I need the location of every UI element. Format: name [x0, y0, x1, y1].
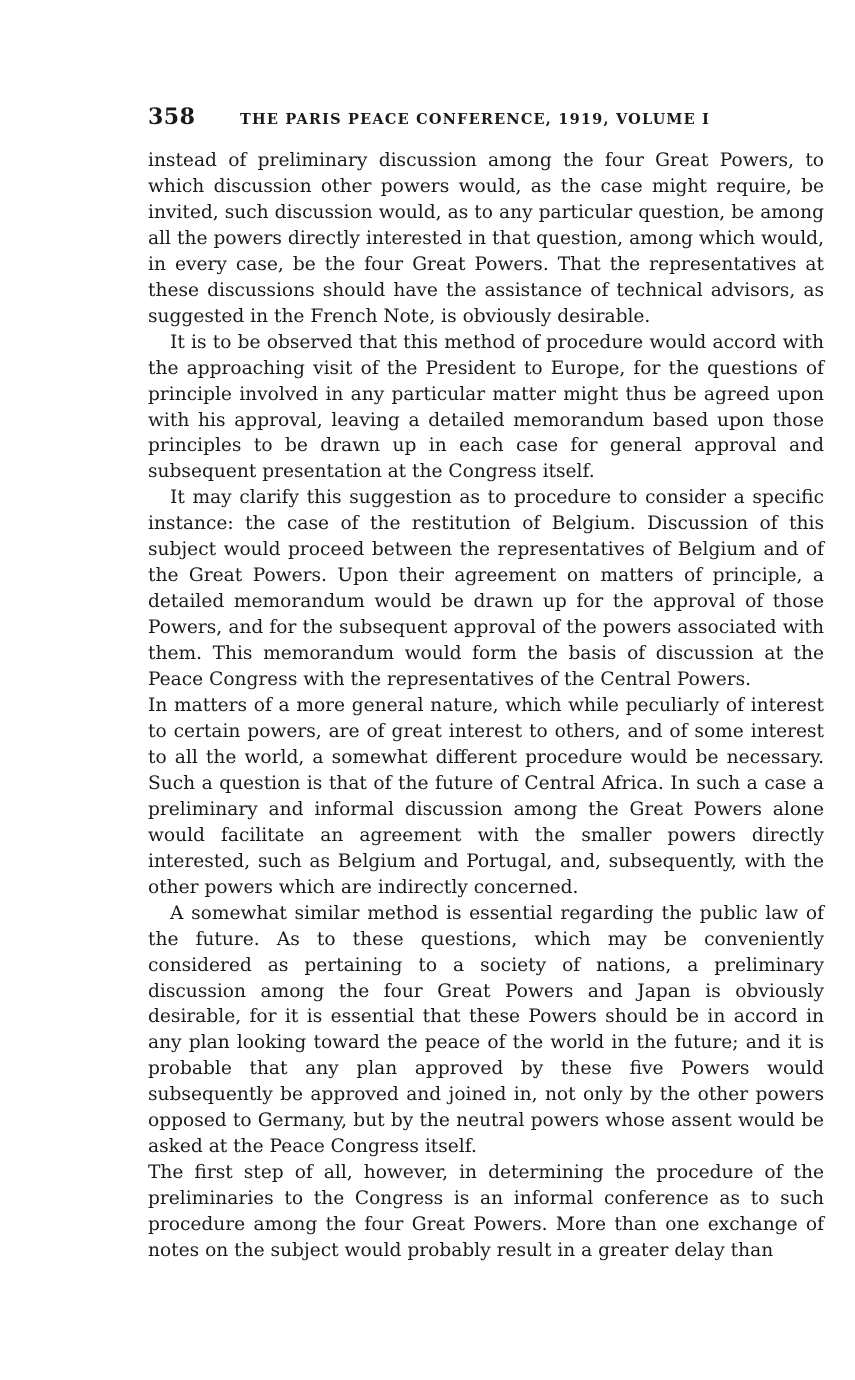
running-head-title: THE PARIS PEACE CONFERENCE, 1919, VOLUME I — [240, 111, 711, 128]
running-head — [148, 104, 824, 134]
document-page — [148, 104, 824, 1264]
paragraph: It may clarify this suggestion as to procedure to consider a specific instance: the case of the restitution of Belgium. Discussion of this subject would proceed between the representatives of Belgium and of the Great Powers. Upon their agreement on matters of principle, a detailed memorandum would be drawn up for the approval of those Powers, and for the subsequent approval of the powers associated with them. This memorandum would form the basis of discussion at the Peace Congress with the representatives of the Central Powers. — [148, 487, 824, 691]
paragraph: A somewhat similar method is essential regarding the public law of the future. As to these questions, which may be conveniently considered as pertaining to a society of nations, a preliminary discussion among the four Great Powers and Japan is obviously desirable, for it is essential that these Powers should be in accord in any plan looking toward the peace of the world in the future; and it is probable that any plan approved by these five Powers would subsequently be approved and joined in, not only by the other powers opposed to Germany, but by the neutral powers whose assent would be asked at the Peace Congress itself. — [148, 902, 824, 1158]
paragraph: instead of preliminary discussion among the four Great Powers, to which discussion other powers would, as the case might require, be invited, such discussion would, as to any particular question, be among all the powers directly interested in that question, among which would, in every case, be the four Great Powers. That the representatives at these discussions should have the assistance of technical advisors, as suggested in the French Note, is obviously desirable. — [148, 150, 824, 327]
paragraph: In matters of a more general nature, which while peculiarly of interest to certain powers, are of great interest to others, and of some interest to all the world, a somewhat different procedure would be necessary. Such a question is that of the future of Central Africa. In such a case a preliminary and informal discussion among the Great Powers alone would facilitate an agreement with the smaller powers directly interested, such as Belgium and Portugal, and, subsequently, with the other powers which are indirectly concerned. — [148, 695, 824, 898]
page-number: 358 — [148, 104, 196, 130]
paragraph: The first step of all, however, in determining the procedure of the preliminaries to the Congress is an informal conference as to such procedure among the four Great Powers. More than one exchange of notes on the subject would probably result in a greater delay than — [148, 1162, 824, 1262]
paragraph: It is to be observed that this method of procedure would accord with the approaching visit of the President to Europe, for the questions of principle involved in any particular matter might thus be agreed upon with his approval, leaving a detailed memorandum based upon those principles to be drawn up in each case for general approval and subsequent presentation at the Congress itself. — [148, 331, 824, 483]
body-text — [148, 148, 824, 1264]
